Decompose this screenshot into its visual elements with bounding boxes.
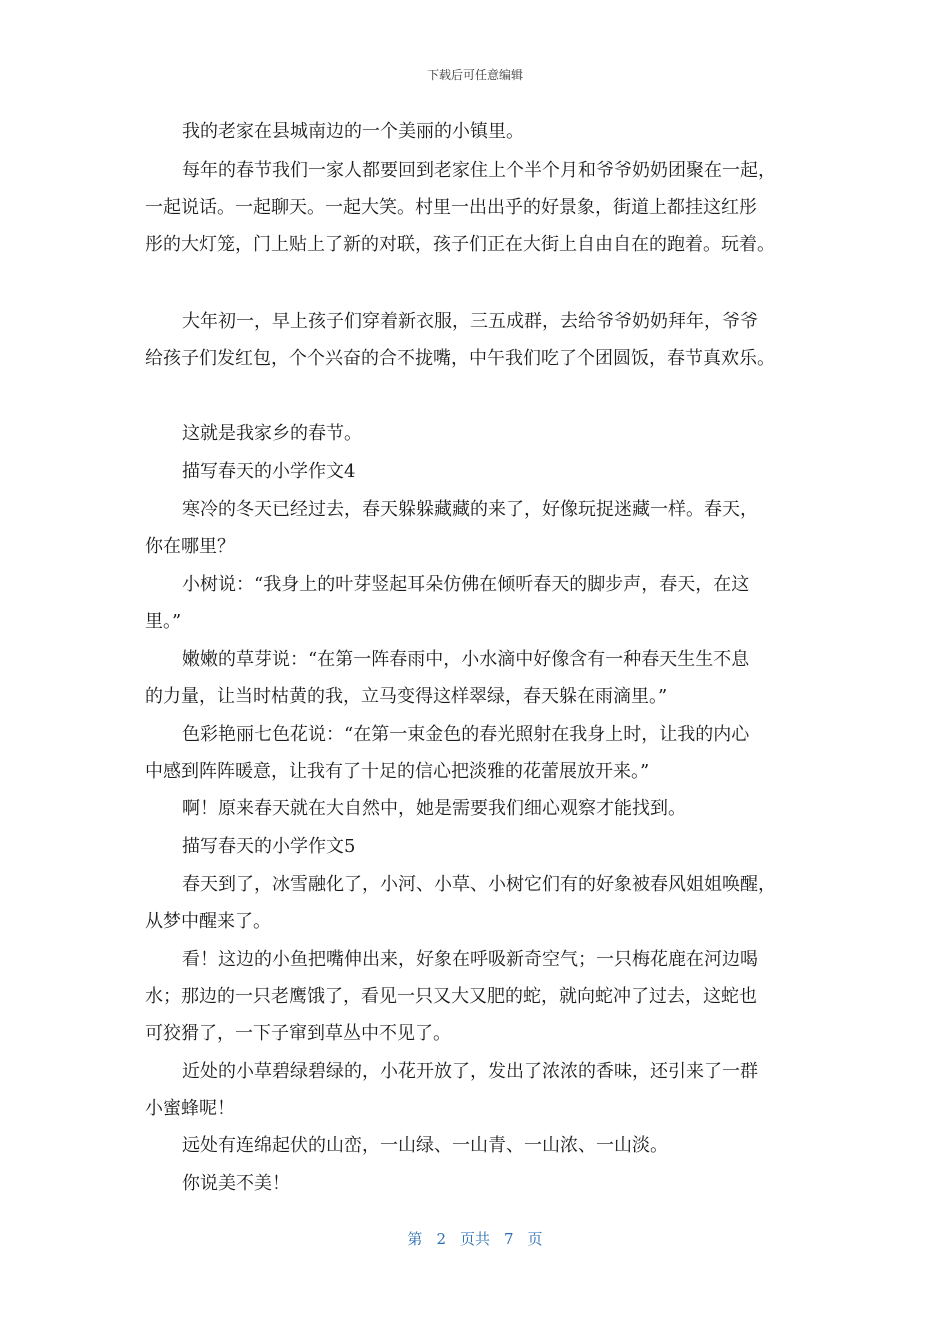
page-number <box>0 1228 950 1249</box>
text-line: 这就是我家乡的春节。 <box>182 423 362 444</box>
page-label-suffix: 页 <box>527 1230 543 1248</box>
text-line: 色彩艳丽七色花说：“在第一束金色的春光照射在我身上时，让我的内心 <box>182 724 750 745</box>
text-line: 描写春天的小学作文4 <box>182 461 356 482</box>
paragraph <box>145 303 810 377</box>
page-label-mid: 页共 <box>459 1230 490 1248</box>
text-line: 从梦中醒来了。 <box>145 911 271 932</box>
text-line: 你说美不美！ <box>182 1173 290 1194</box>
text-line: 里。” <box>145 611 182 632</box>
paragraph <box>145 641 810 715</box>
section-heading <box>145 828 810 865</box>
text-line: 看！这边的小鱼把嘴伸出来，好象在呼吸新奇空气；一只梅花鹿在河边喝 <box>182 949 758 970</box>
paragraph <box>145 790 810 827</box>
paragraph <box>145 716 810 790</box>
text-line: 小蜜蜂呢！ <box>145 1098 235 1119</box>
paragraph <box>145 152 810 263</box>
text-line: 彤的大灯笼，门上贴上了新的对联，孩子们正在大街上自由自在的跑着。玩着。 <box>145 234 775 255</box>
paragraph <box>145 941 810 1052</box>
text-line: 大年初一，早上孩子们穿着新衣服，三五成群，去给爷爷奶奶拜年，爷爷 <box>182 311 758 332</box>
text-line: 嫩嫩的草芽说：“在第一阵春雨中，小水滴中好像含有一种春天生生不息 <box>182 649 750 670</box>
paragraph <box>145 1053 810 1127</box>
paragraph <box>145 491 810 565</box>
paragraph <box>145 113 810 150</box>
text-line: 我的老家在县城南边的一个美丽的小镇里。 <box>182 121 524 142</box>
text-line: 啊！原来春天就在大自然中，她是需要我们细心观察才能找到。 <box>182 798 686 819</box>
text-line: 寒冷的冬天已经过去，春天躲躲藏藏的来了，好像玩捉迷藏一样。春天， <box>182 499 758 520</box>
text-line: 描写春天的小学作文5 <box>182 836 356 857</box>
page-label-prefix: 第 <box>407 1230 423 1248</box>
paragraph <box>145 566 810 640</box>
paragraph <box>145 1127 810 1164</box>
text-line: 小树说：“我身上的叶芽竖起耳朵仿佛在倾听春天的脚步声，春天，在这 <box>182 574 750 595</box>
text-line: 远处有连绵起伏的山峦，一山绿、一山青、一山浓、一山淡。 <box>182 1135 668 1156</box>
text-line: 水；那边的一只老鹰饿了，看见一只又大又肥的蛇，就向蛇冲了过去，这蛇也 <box>145 986 757 1007</box>
text-line: 给孩子们发红包，个个兴奋的合不拢嘴，中午我们吃了个团圆饭，春节真欢乐。 <box>145 348 775 369</box>
text-line: 的力量，让当时枯黄的我，立马变得这样翠绿，春天躲在雨滴里。” <box>145 686 668 707</box>
text-line: 近处的小草碧绿碧绿的，小花开放了，发出了浓浓的香味，还引来了一群 <box>182 1061 758 1082</box>
text-line: 一起说话。一起聊天。一起大笑。村里一出出乎的好景象，街道上都挂这红彤 <box>145 197 757 218</box>
page-header: 下载后可任意编辑 <box>426 68 523 82</box>
current-page: 2 <box>436 1230 446 1248</box>
paragraph <box>145 415 810 452</box>
paragraph <box>145 866 810 940</box>
text-line: 可狡猾了，一下子窜到草丛中不见了。 <box>145 1023 451 1044</box>
text-line: 中感到阵阵暖意，让我有了十足的信心把淡雅的花蕾展放开来。” <box>145 761 650 782</box>
text-line: 每年的春节我们一家人都要回到老家住上个半个月和爷爷奶奶团聚在一起， <box>182 160 776 181</box>
total-pages: 7 <box>504 1230 514 1248</box>
text-line: 你在哪里？ <box>145 536 235 557</box>
section-heading <box>145 453 810 490</box>
text-line: 春天到了，冰雪融化了，小河、小草、小树它们有的好象被春风姐姐唤醒， <box>182 874 776 895</box>
paragraph <box>145 1165 810 1202</box>
